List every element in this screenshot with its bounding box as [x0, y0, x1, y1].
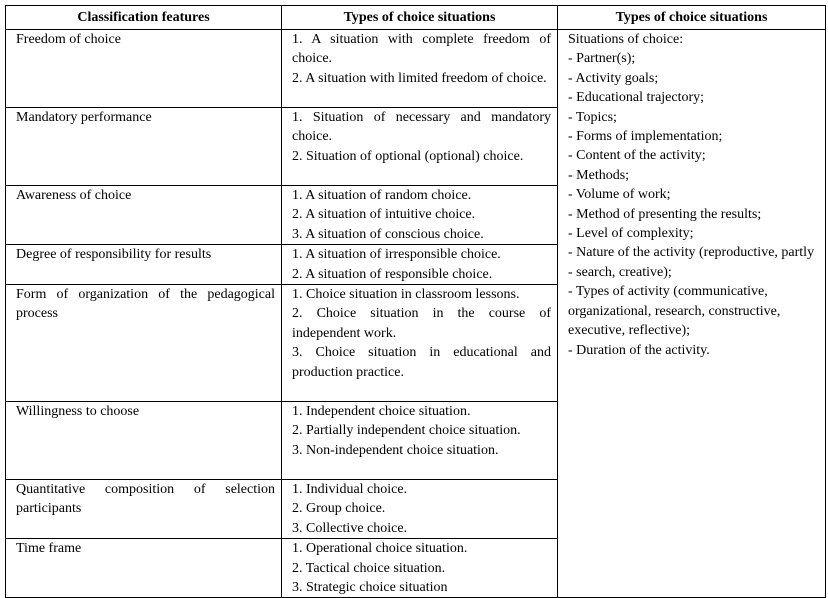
situation-item: - Forms of implementation; — [568, 129, 723, 145]
type-item: 1. Individual choice. — [292, 482, 408, 498]
type-item: 2. Group choice. — [292, 501, 386, 517]
types-cell — [282, 539, 558, 598]
type-item: 2. A situation with limited freedom of choice. — [292, 70, 547, 86]
situation-item: - Methods; — [568, 167, 630, 183]
types-cell — [282, 186, 558, 245]
situation-item: - Volume of work; — [568, 187, 671, 203]
type-item: 2. A situation of intuitive choice. — [292, 207, 476, 223]
type-item: 1. Situation of necessary and mandatory choice. — [292, 110, 551, 145]
situation-item: - Educational trajectory; — [568, 90, 705, 106]
header-classification-features: Classification features — [6, 6, 282, 30]
type-item: 2. A situation of responsible choice. — [292, 266, 493, 282]
feature-cell: Awareness of choice — [6, 186, 282, 245]
type-item: 1. A situation of irresponsible choice. — [292, 247, 501, 263]
situation-item: - Partner(s); — [568, 51, 636, 67]
situation-item: - Level of complexity; — [568, 226, 694, 242]
feature-cell: Quantitative composition of selection participants — [6, 480, 282, 539]
situation-item: - Duration of the activity. — [568, 342, 710, 358]
type-item: 1. A situation with complete freedom of choice. — [292, 32, 551, 67]
types-cell — [282, 30, 558, 108]
type-item: 3. Choice situation in educational and production practice. — [292, 345, 551, 380]
feature-cell: Willingness to choose — [6, 402, 282, 480]
type-item: 2. Partially independent choice situation. — [292, 423, 521, 439]
type-item: 3. A situation of conscious choice. — [292, 226, 484, 242]
type-item: 1. Operational choice situation. — [292, 541, 468, 557]
type-item: 1. A situation of random choice. — [292, 188, 472, 203]
situation-item: - Method of presenting the results; — [568, 206, 762, 222]
situation-item: - Activity goals; — [568, 70, 659, 86]
situation-item: - Nature of the activity (reproductive, partly - search, creative); — [568, 245, 815, 280]
classification-table — [5, 5, 826, 598]
feature-cell: Form of organization of the pedagogical process — [6, 285, 282, 402]
table-row — [6, 30, 826, 108]
types-cell — [282, 108, 558, 186]
feature-cell: Degree of responsibility for results — [6, 245, 282, 285]
types-cell — [282, 402, 558, 480]
situation-item: - Types of activity (communicative, organizational, research, constructive, executive, reflective); — [568, 284, 781, 339]
situations-title: Situations of choice: — [568, 32, 684, 47]
type-item: 3. Collective choice. — [292, 520, 408, 536]
situations-cell — [558, 30, 826, 598]
types-cell — [282, 245, 558, 285]
types-cell — [282, 285, 558, 402]
feature-cell: Mandatory performance — [6, 108, 282, 186]
type-item: 2. Situation of optional (optional) choice. — [292, 148, 524, 164]
header-types-of-choice-situations: Types of choice situations — [282, 6, 558, 30]
type-item: 3. Non-independent choice situation. — [292, 442, 499, 458]
type-item: 1. Choice situation in classroom lessons. — [292, 287, 520, 303]
situation-item: - Content of the activity; — [568, 148, 706, 164]
feature-cell: Freedom of choice — [6, 30, 282, 108]
types-cell — [282, 480, 558, 539]
header-types-of-choice-situations-2: Types of choice situations — [558, 6, 826, 30]
situation-item: - Topics; — [568, 109, 617, 125]
type-item: 2. Tactical choice situation. — [292, 560, 446, 576]
feature-cell: Time frame — [6, 539, 282, 598]
header-row — [6, 6, 826, 30]
type-item: 1. Independent choice situation. — [292, 404, 471, 420]
type-item: 3. Strategic choice situation — [292, 580, 448, 596]
type-item: 2. Choice situation in the course of independent work. — [292, 306, 551, 341]
